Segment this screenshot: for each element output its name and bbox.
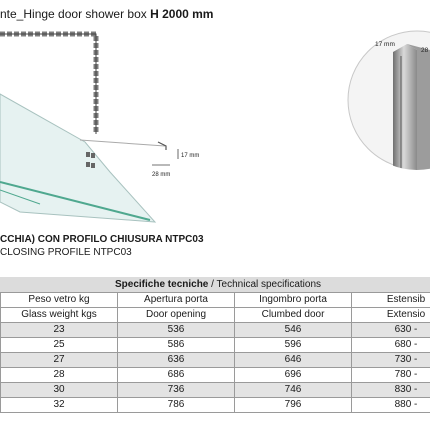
caption-en: CLOSING PROFILE NTPC03: [0, 247, 132, 258]
shower-box-drawing: [0, 22, 230, 234]
table-cell: 696: [235, 368, 352, 383]
table-cell: 736: [118, 383, 235, 398]
col-header: Clumbed door: [235, 308, 352, 323]
table-cell: 680 -: [352, 338, 430, 353]
table-cell: 536: [118, 323, 235, 338]
table-cell: 830 -: [352, 383, 430, 398]
table-header-row-it: [1, 293, 430, 308]
page-title: [0, 7, 213, 21]
col-header: Glass weight kgs: [1, 308, 118, 323]
title-text: nte_Hinge door shower box: [0, 7, 151, 21]
col-header: Peso vetro kg: [1, 293, 118, 308]
table-cell: 30: [1, 383, 118, 398]
table-cell: 880 -: [352, 398, 430, 413]
table-cell: 780 -: [352, 368, 430, 383]
table-cell: 586: [118, 338, 235, 353]
table-cell: 32: [1, 398, 118, 413]
col-header: Door opening: [118, 308, 235, 323]
col-header: Estensib: [352, 293, 430, 308]
table-cell: 686: [118, 368, 235, 383]
drawing-dim-17: 17 mm: [181, 153, 200, 159]
table-cell: 596: [235, 338, 352, 353]
table-cell: 23: [1, 323, 118, 338]
spec-header-bar: [0, 277, 430, 292]
table-row: [1, 398, 430, 413]
table-row: [1, 323, 430, 338]
table-cell: 25: [1, 338, 118, 353]
detail-dim-b: 28: [421, 47, 429, 54]
table-cell: 796: [235, 398, 352, 413]
table-cell: 730 -: [352, 353, 430, 368]
table-row: [1, 353, 430, 368]
table-header-row-en: [1, 308, 430, 323]
table-cell: 27: [1, 353, 118, 368]
spec-header: Specifiche tecniche / Technical specifications: [115, 279, 322, 290]
col-header: Ingombro porta: [235, 293, 352, 308]
table-cell: 546: [235, 323, 352, 338]
table-cell: 636: [118, 353, 235, 368]
col-header: Extensio: [352, 308, 430, 323]
table-row: [1, 368, 430, 383]
table-cell: 28: [1, 368, 118, 383]
table-row: [1, 383, 430, 398]
spec-table: [0, 292, 430, 413]
table-cell: 630 -: [352, 323, 430, 338]
profile-detail-image: [345, 30, 430, 170]
table-cell: 746: [235, 383, 352, 398]
drawing-dim-28: 28 mm: [152, 172, 171, 178]
table-cell: 646: [235, 353, 352, 368]
caption-it: CCHIA) CON PROFILO CHIUSURA NTPC03: [0, 234, 204, 245]
col-header: Apertura porta: [118, 293, 235, 308]
table-row: [1, 338, 430, 353]
detail-dim-a: 17 mm: [375, 41, 395, 48]
table-cell: 786: [118, 398, 235, 413]
title-height: H 2000 mm: [150, 7, 214, 21]
